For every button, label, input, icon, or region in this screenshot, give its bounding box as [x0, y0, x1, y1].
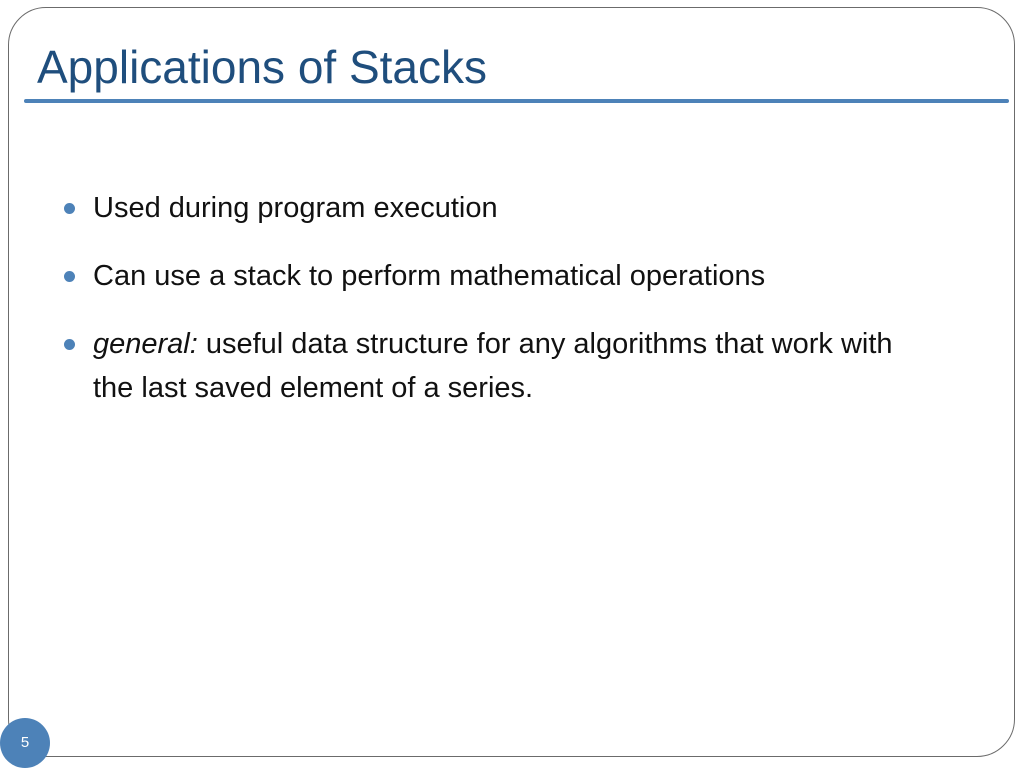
bullet-dot-icon: [64, 271, 75, 282]
bullet-item: [62, 322, 922, 410]
bullet-text: useful data structure for any algorithms that work with the last saved element of a series.: [93, 328, 893, 404]
bullet-item: [62, 254, 922, 298]
bullet-text: Can use a stack to perform mathematical operations: [93, 260, 766, 292]
bullet-dot-icon: [64, 339, 75, 350]
bullet-emphasis: general:: [93, 328, 198, 360]
bullet-item: [62, 186, 922, 230]
slide-title: Applications of Stacks: [37, 41, 488, 93]
title-underline: [24, 99, 1009, 103]
bullet-list: [62, 186, 922, 434]
bullet-dot-icon: [64, 203, 75, 214]
page-number-badge: 5: [0, 718, 50, 768]
bullet-text: Used during program execution: [93, 192, 498, 224]
